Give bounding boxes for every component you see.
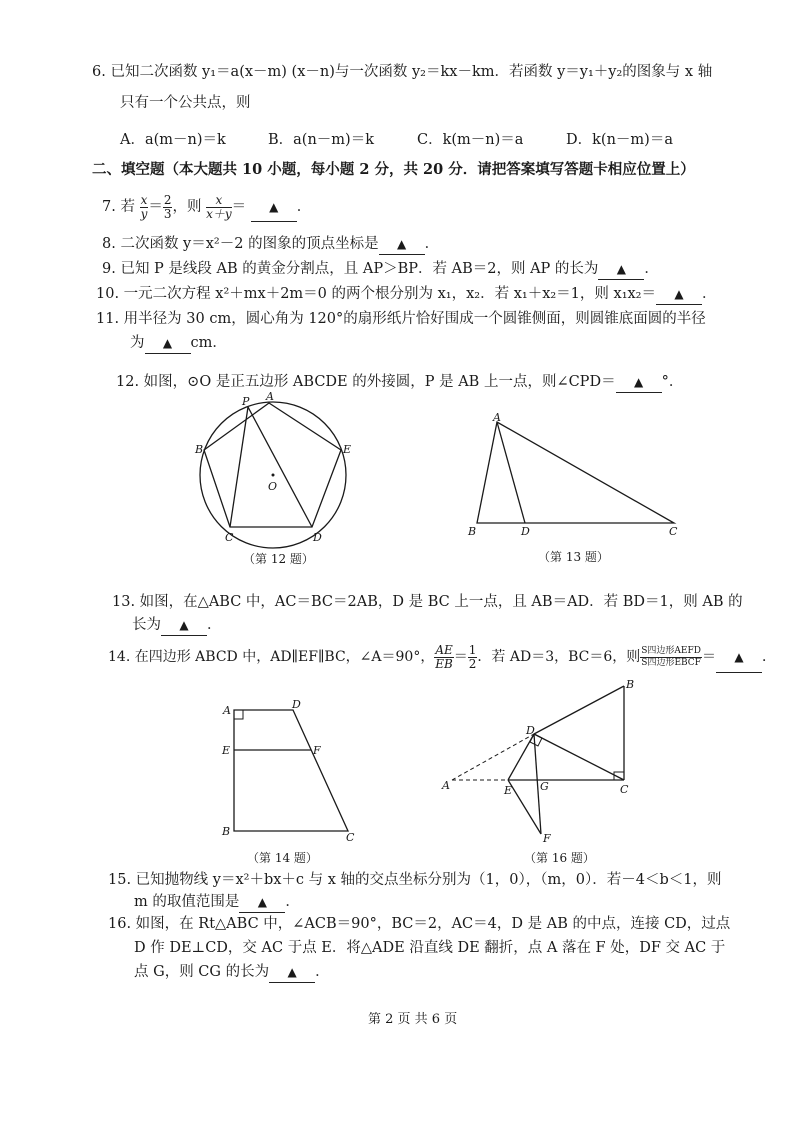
q13-line1: 13. 如图，在△ABC 中，AC＝BC＝2AB，D 是 BC 上一点，且 AB＝AD．若 BD＝1，则 AB 的 [112, 594, 743, 610]
q14-eq2: ＝ [701, 649, 716, 665]
q16-line2: D 作 DE⊥CD，交 AC 于点 E．将△ADE 沿直线 DE 翻折，点 A 落在 F 处，DF 交 AC 于 [134, 940, 726, 956]
page-footer: 第 2 页 共 6 页 [368, 1012, 458, 1027]
fig12-label-a: A [266, 390, 274, 403]
q10 [96, 284, 717, 305]
q8 [102, 234, 439, 255]
q12-text: 12. 如图，⊙O 是正五边形 ABCDE 的外接圆，P 是 AB 上一点，则∠CPD＝ [116, 374, 616, 390]
q16-blank-mark: ▲ [287, 965, 297, 979]
fig16-label-f: F [543, 832, 551, 845]
fig12-label-p: P [242, 395, 250, 408]
q16-end: ． [315, 964, 330, 980]
q14-eq: ＝ [453, 649, 468, 665]
q7-answer-blank[interactable] [251, 193, 297, 222]
q14-blank-mark: ▲ [734, 650, 744, 664]
fig16-label-g: G [540, 780, 549, 793]
q13-line2 [132, 615, 222, 636]
fig13-label-c: C [669, 525, 678, 538]
q10-end: ． [702, 286, 717, 302]
fig16-label-d: D [526, 724, 535, 737]
fig13-label-d: D [521, 525, 530, 538]
figure-16 [438, 676, 648, 846]
q14-prefix: 14. 在四边形 ABCD 中，AD∥EF∥BC，∠A＝90°， [108, 649, 435, 665]
q14-f2-den: 2 [468, 656, 477, 671]
q6-option-a: A．a(m－n)＝k [120, 132, 226, 148]
section-heading: 二、填空题（本大题共 10 小题，每小题 2 分，共 20 分．请把答案填写答题卡相应位置上） [92, 161, 695, 178]
q15-line1: 15. 已知抛物线 y＝x²＋bx＋c 与 x 轴的交点坐标分别为（1，0），（m，0）．若－4＜b＜1，则 [108, 872, 722, 888]
q6-option-c: C．k(m－n)＝a [417, 132, 524, 148]
q14-fraction-ae-eb [434, 644, 453, 671]
fig14-label-d: D [292, 698, 301, 711]
fig13-label-a: A [493, 411, 501, 424]
q9-blank-mark: ▲ [616, 262, 627, 276]
q14-f2-num: 1 [468, 642, 477, 657]
q14-s-num: S四边形AEFD [641, 645, 701, 656]
q14-fraction-half [468, 644, 478, 671]
q12-blank-mark: ▲ [633, 375, 644, 389]
q14 [108, 642, 776, 673]
q7-mid: ，则 [172, 199, 202, 215]
q11-blank-mark: ▲ [162, 336, 173, 350]
q15-prefix: m 的取值范围是 [134, 894, 240, 910]
q16-answer-blank[interactable] [269, 962, 315, 983]
q14-f-den: EB [435, 656, 453, 671]
q8-text: 8. 二次函数 y＝x²－2 的图象的顶点坐标是 [102, 236, 379, 252]
q7-f3-num: x [206, 194, 232, 208]
fig12-caption: （第 12 题） [243, 552, 314, 566]
fig14-caption: （第 14 题） [247, 851, 318, 865]
q10-blank-mark: ▲ [674, 287, 684, 301]
figure-13 [462, 408, 687, 543]
q11-line1: 11. 用半径为 30 cm，圆心角为 120°的扇形纸片恰好围成一个圆锥侧面，则圆锥底面圆的半径 [96, 311, 706, 327]
q13-end: ． [207, 617, 222, 633]
fig16-label-c: C [620, 783, 629, 796]
fig16-label-a: A [442, 779, 450, 792]
q14-f-num: AE [435, 642, 453, 657]
q6-option-d: D．k(n－m)＝a [566, 132, 673, 148]
q6-option-b: B．a(n－m)＝k [268, 132, 374, 148]
q9 [102, 259, 659, 280]
q6-line1: 6. 已知二次函数 y₁＝a(x－m) (x－n)与一次函数 y₂＝kx－km．若函数 y＝y₁＋y₂的图象与 x 轴 [92, 64, 713, 80]
q15-line2 [134, 892, 300, 913]
fig13-label-b: B [468, 525, 477, 538]
q10-text: 10. 一元二次方程 x²＋mx＋2m＝0 的两个根分别为 x₁，x₂．若 x₁＋x₂＝1，则 x₁x₂＝ [96, 286, 656, 302]
fig16-caption: （第 16 题） [524, 851, 595, 865]
q8-answer-blank[interactable] [379, 234, 425, 255]
q7-f1-den: y [140, 206, 148, 221]
q15-end: ． [285, 894, 300, 910]
fig14-label-e: E [222, 744, 231, 757]
fig12-label-c: C [225, 531, 234, 544]
q13-answer-blank[interactable] [161, 615, 207, 636]
q11-answer-blank[interactable] [145, 333, 191, 354]
q14-mid: ．若 AD＝3，BC＝6，则 [477, 649, 641, 665]
q14-end: ． [761, 649, 776, 665]
fig12-label-o: O [268, 480, 278, 493]
q13-prefix: 长为 [132, 617, 161, 633]
fig14-label-f: F [313, 744, 321, 757]
q7-f2-num: 2 [163, 192, 172, 207]
q7-f3-den: x＋y [206, 206, 232, 221]
fig12-label-d: D [313, 531, 322, 544]
figure-14 [215, 695, 365, 845]
q8-end: ． [424, 236, 440, 252]
fig14-label-a: A [223, 704, 231, 717]
q9-text: 9. 已知 P 是线段 AB 的黄金分割点，且 AP＞BP．若 AB＝2，则 AP 的长为 [102, 261, 599, 277]
q11-end: cm． [190, 335, 227, 351]
q12-end: °． [661, 374, 684, 390]
fig14-label-c: C [346, 831, 355, 844]
q6-line2: 只有一个公共点，则 [120, 95, 251, 111]
q13-blank-mark: ▲ [179, 618, 189, 632]
q7-f1-num: x [140, 192, 148, 207]
q7-eq: ＝ [148, 199, 163, 215]
q16-line3 [134, 962, 330, 983]
q15-blank-mark: ▲ [257, 895, 267, 909]
q7-blank-mark: ▲ [269, 200, 279, 214]
q11-line2 [130, 333, 227, 354]
figure-12 [190, 390, 370, 550]
q16-prefix: 点 G，则 CG 的长为 [134, 964, 270, 980]
q9-end: ． [644, 261, 659, 277]
fig16-label-e: E [504, 784, 513, 797]
fig16-label-b: B [626, 678, 635, 691]
q14-s-den: S四边形EBCF [641, 657, 701, 668]
q7-prefix: 7. 若 [102, 199, 135, 215]
q7 [102, 193, 311, 222]
q15-answer-blank[interactable] [239, 892, 285, 913]
q7-fraction-3 [206, 194, 232, 221]
q7-f2-den: 3 [163, 206, 172, 221]
q14-answer-blank[interactable] [716, 642, 762, 673]
q7-eq2: ＝ [231, 199, 247, 215]
fig13-caption: （第 13 题） [538, 550, 609, 564]
q11-prefix: 为 [130, 335, 145, 351]
q8-blank-mark: ▲ [396, 237, 407, 251]
q16-line1: 16. 如图，在 Rt△ABC 中，∠ACB＝90°，BC＝2，AC＝4，D 是 AB 的中点，连接 CD，过点 [108, 916, 731, 932]
fig12-label-b: B [195, 443, 204, 456]
q10-answer-blank[interactable] [656, 284, 702, 305]
q14-fraction-area [640, 646, 702, 669]
q7-end: ． [296, 199, 312, 215]
q12-answer-blank[interactable] [616, 372, 662, 393]
fig14-label-b: B [222, 825, 231, 838]
q9-answer-blank[interactable] [598, 259, 644, 280]
fig12-label-e: E [343, 443, 352, 456]
